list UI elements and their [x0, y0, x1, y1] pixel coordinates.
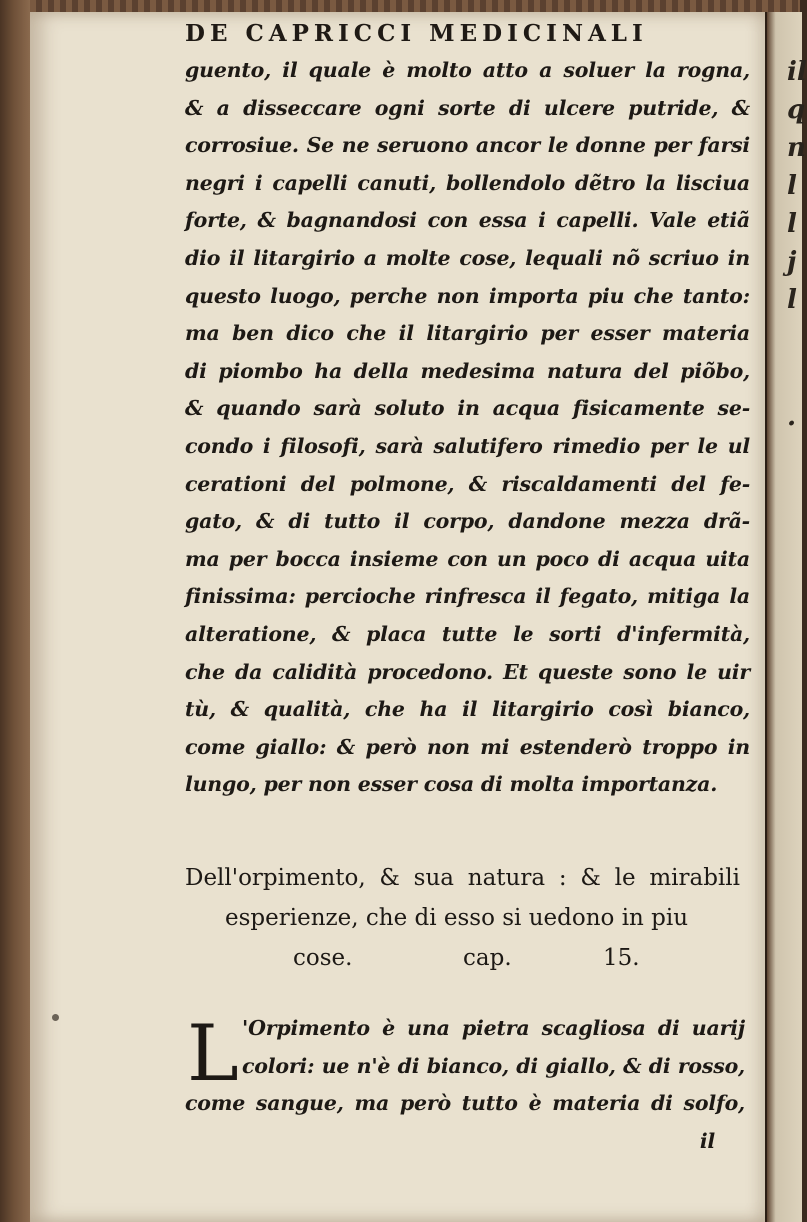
chapter-number: 15.: [603, 945, 640, 971]
heading-word: cap.: [463, 945, 512, 971]
facing-fragment: il: [787, 57, 807, 87]
heading-line: esperienze, che di esso si uedono in piu: [225, 905, 689, 931]
body-paragraph: [185, 52, 750, 804]
facing-fragment: l: [787, 285, 797, 315]
text-line: dio il litargirio a molte cose, lequali nõ scriuo in: [185, 245, 750, 270]
text-line: tù, & qualità, che ha il litargirio così bianco,: [185, 697, 750, 722]
text-line: gato, & di tutto il corpo, dandone mezza drã-: [185, 509, 750, 534]
chapter-heading: [185, 858, 740, 978]
margin-dot: [52, 1014, 59, 1021]
drop-cap: L: [187, 1009, 239, 1099]
chapter-paragraph: [185, 1010, 745, 1160]
book-top-edge: [0, 0, 800, 12]
facing-fragment: q: [787, 95, 806, 125]
text-line: questo luogo, perche non importa piu che tanto:: [185, 283, 750, 308]
heading-line: Dell'orpimento, & sua natura : & le mirabili: [185, 865, 740, 891]
text-line: ma ben dico che il litargirio per esser materia: [185, 321, 750, 346]
text-line: come giallo: & però non mi estenderò troppo in: [185, 734, 750, 759]
text-line: come sangue, ma però tutto è materia di solfo,: [185, 1091, 745, 1116]
text-line: di piombo ha della medesima natura del piõbo,: [185, 358, 750, 383]
text-line: condo i filosofi, sarà salutifero rimedio per le ul: [185, 433, 750, 458]
book-binding-edge: [0, 0, 30, 1222]
text-line: & quando sarà soluto in acqua fisicamente se-: [185, 396, 750, 421]
text-line: finissima: percioche rinfresca il fegato, mitiga la: [185, 584, 750, 609]
text-line: corrosiue. Se ne seruono ancor le donne per farsi: [185, 133, 750, 158]
text-line: & a disseccare ogni sorte di ulcere putride, &: [185, 95, 750, 120]
catchword: il: [699, 1128, 715, 1153]
text-line: colori: ue n'è di bianco, di giallo, & di rosso,: [242, 1053, 745, 1078]
text-line: 'Orpimento è una pietra scagliosa di uarij: [242, 1016, 745, 1040]
facing-fragment: n: [787, 133, 806, 163]
heading-word: cose.: [293, 945, 353, 971]
facing-fragment: l: [787, 209, 797, 239]
text-line: negri i capelli canuti, bollendolo dẽtro la lisciua: [185, 170, 750, 195]
facing-fragment: j: [787, 247, 797, 277]
facing-fragment: .: [787, 402, 797, 432]
text-line: cerationi del polmone, & riscaldamenti del fe-: [185, 471, 750, 496]
facing-fragment: l: [787, 171, 797, 201]
text-line: ma per bocca insieme con un poco di acqua uita: [185, 546, 750, 571]
text-line: che da calidità procedono. Et queste sono le uir: [185, 659, 750, 684]
running-head: DE CAPRICCI MEDICINALI: [185, 20, 648, 47]
heading-line: [185, 938, 740, 978]
text-line: alteratione, & placa tutte le sorti d'infermità,: [185, 621, 750, 646]
facing-page-edge: [765, 12, 807, 1222]
text-line: guento, il quale è molto atto a soluer la rogna,: [185, 58, 750, 82]
text-line: lungo, per non esser cosa di molta importanza.: [185, 772, 718, 797]
text-line: forte, & bagnandosi con essa i capelli. Vale etiã: [185, 208, 750, 233]
